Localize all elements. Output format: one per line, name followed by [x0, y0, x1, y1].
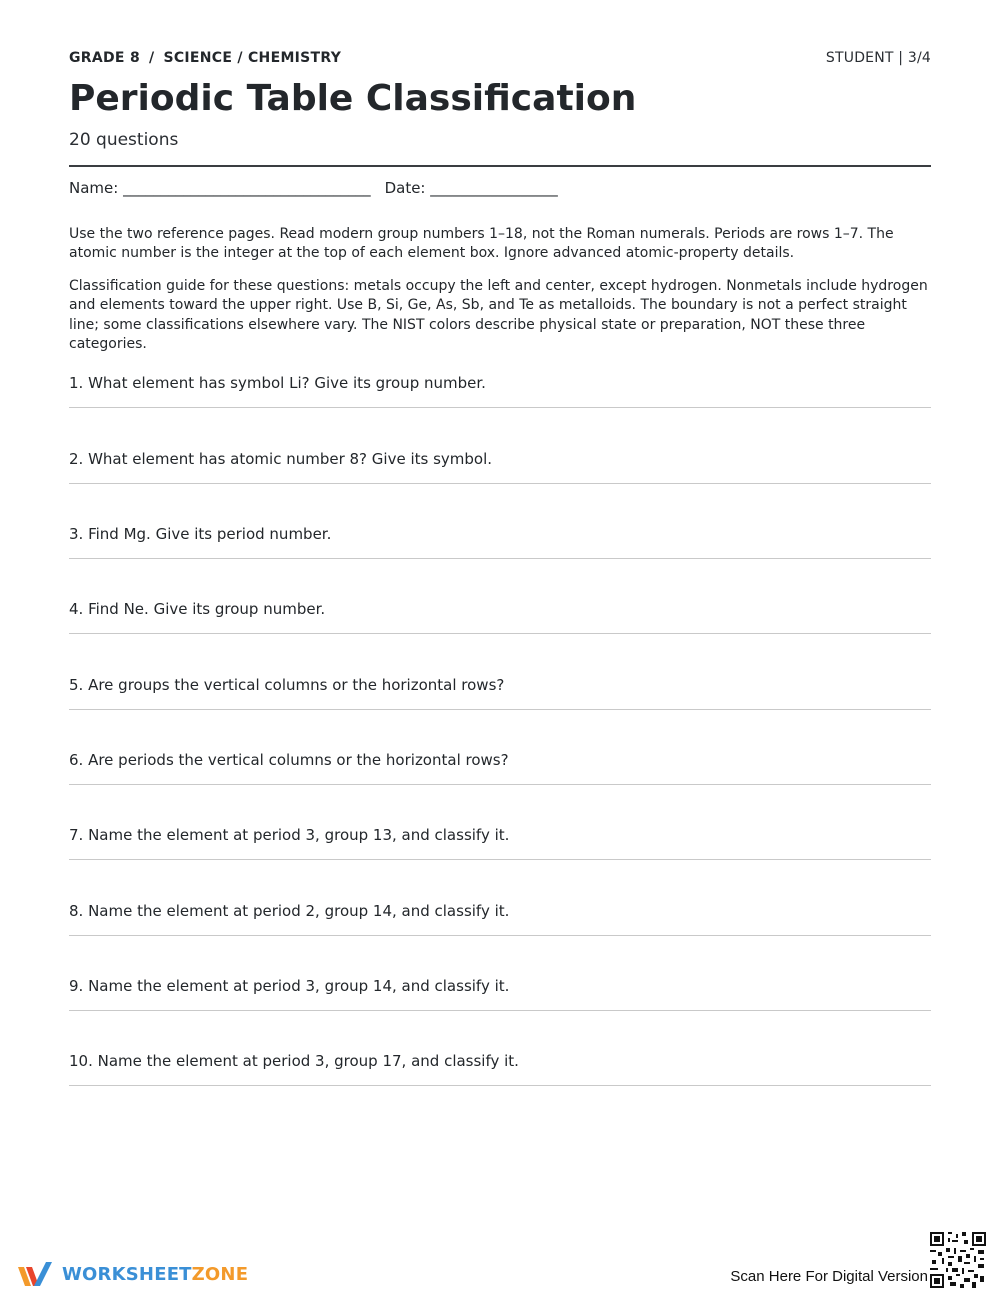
question-text: 2. What element has atomic number 8? Give its symbol.: [69, 450, 493, 468]
logo-word-worksheet: WORKSHEET: [62, 1264, 192, 1285]
answer-line[interactable]: [69, 633, 931, 634]
question-text: 4. Find Ne. Give its group number.: [69, 600, 326, 618]
instructions-paragraph: Use the two reference pages. Read modern group numbers 1–18, not the Roman numerals. Periods are rows 1–7. The atomic number is the integer at the top of each element box. Ignore advanced atomic-property details.: [69, 226, 894, 262]
answer-line[interactable]: [69, 483, 931, 484]
grade-label: GRADE 8: [69, 50, 141, 66]
answer-line[interactable]: [69, 935, 931, 936]
question-text: 10. Name the element at period 3, group 17, and classify it.: [69, 1052, 519, 1070]
question-item: [69, 676, 931, 694]
question-item: [69, 751, 931, 769]
question-text: 9. Name the element at period 3, group 14, and classify it.: [69, 977, 510, 995]
title-divider: [69, 165, 931, 167]
date-field[interactable]: Date: _________________: [384, 179, 558, 197]
scan-caption: Scan Here For Digital Version: [730, 1268, 928, 1285]
logo-word-zone: ZONE: [191, 1264, 249, 1285]
question-item: [69, 374, 931, 392]
question-text: 5. Are groups the vertical columns or the horizontal rows?: [69, 676, 505, 694]
answer-line[interactable]: [69, 407, 931, 408]
question-count: 20 questions: [69, 130, 179, 150]
question-text: 1. What element has symbol Li? Give its group number.: [69, 374, 486, 392]
classification-guide-paragraph: Classification guide for these questions: metals occupy the left and center, except hydrogen. Nonmetals include hydrogen and elements toward the upper right. Use B, Si, Ge, As, Sb, and Te as metalloids. The boundary is not a perfect straight line; some classifications elsewhere vary. The NIST colors describe physical state or preparation, NOT these three categories.: [69, 278, 928, 352]
question-item: [69, 977, 931, 995]
student-page-indicator: STUDENT | 3/4: [825, 50, 931, 66]
page-title: Periodic Table Classification: [69, 78, 637, 119]
answer-line[interactable]: [69, 859, 931, 860]
question-item: [69, 450, 931, 468]
answer-line[interactable]: [69, 784, 931, 785]
breadcrumb-separator: /: [149, 50, 155, 66]
question-item: [69, 902, 931, 920]
question-text: 7. Name the element at period 3, group 13, and classify it.: [69, 826, 510, 844]
question-item: [69, 1052, 931, 1070]
qr-code-icon[interactable]: [930, 1232, 986, 1288]
question-text: 6. Are periods the vertical columns or the horizontal rows?: [69, 751, 509, 769]
worksheetzone-logo[interactable]: [16, 1259, 249, 1289]
question-text: 3. Find Mg. Give its period number.: [69, 525, 332, 543]
question-item: [69, 525, 931, 543]
subject-label: SCIENCE / CHEMISTRY: [163, 50, 342, 66]
answer-line[interactable]: [69, 558, 931, 559]
name-field[interactable]: Name: _________________________________: [69, 179, 371, 197]
logo-wordmark: [62, 1264, 248, 1285]
breadcrumb: [69, 50, 341, 66]
question-text: 8. Name the element at period 2, group 14, and classify it.: [69, 902, 510, 920]
worksheetzone-logo-icon: [16, 1259, 56, 1289]
question-item: [69, 826, 931, 844]
question-item: [69, 600, 931, 618]
header-bar: [69, 50, 931, 70]
answer-line[interactable]: [69, 1085, 931, 1086]
answer-line[interactable]: [69, 709, 931, 710]
name-date-row: [69, 179, 558, 197]
answer-line[interactable]: [69, 1010, 931, 1011]
